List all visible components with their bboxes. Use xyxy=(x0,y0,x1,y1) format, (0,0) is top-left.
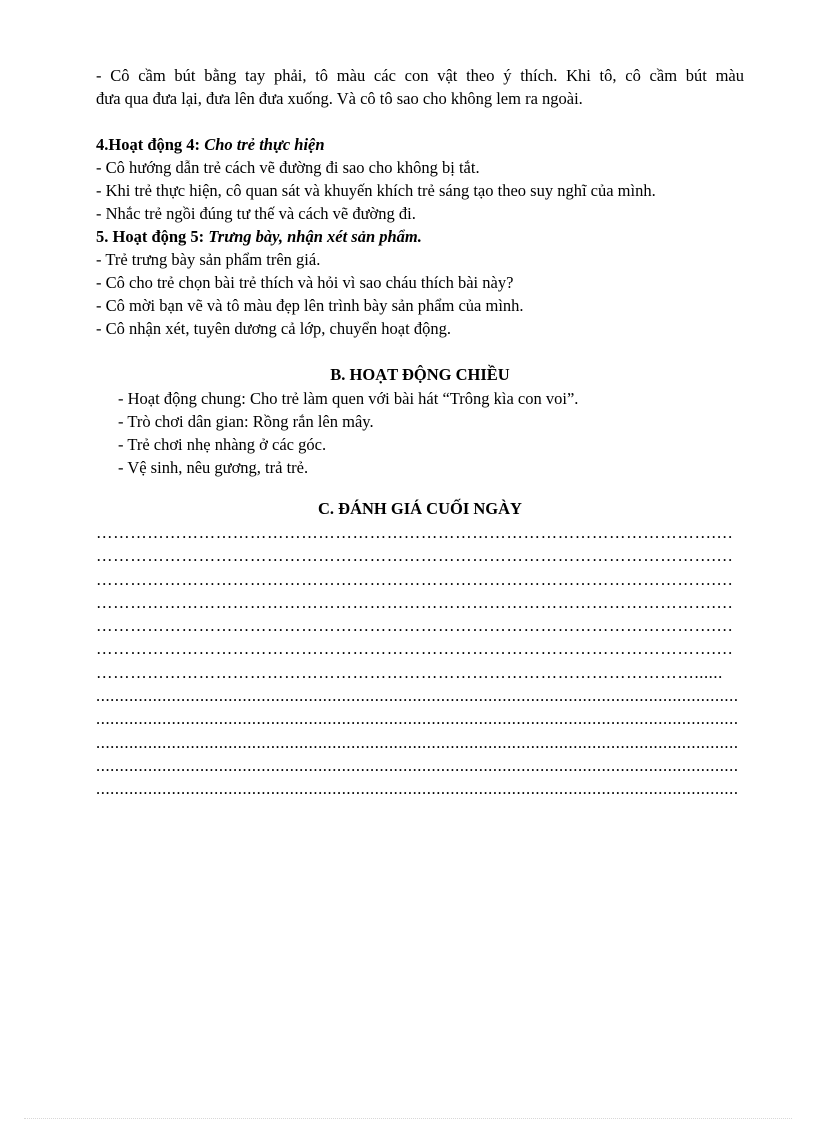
activity-4-label: 4.Hoạt động 4: xyxy=(96,135,201,154)
activity-4-item: - Cô hướng dẫn trẻ cách vẽ đường đi sao cho không bị tắt. xyxy=(96,158,480,177)
evaluation-dotted-line: ……………………………………………………………………………………………….… xyxy=(96,546,734,566)
section-c-heading: C. ĐÁNH GIÁ CUỐI NGÀY xyxy=(318,499,522,518)
section-b-item: - Vệ sinh, nêu gương, trả trẻ. xyxy=(118,458,309,477)
activity-5-heading xyxy=(96,225,744,248)
evaluation-dotted-line: ……………………………………………………………………………………………….… xyxy=(96,639,734,659)
activity-4-item: - Khi trẻ thực hiện, cô quan sát và khuyến khích trẻ sáng tạo theo suy nghĩ của mình. xyxy=(96,181,656,200)
section-b-heading: B. HOẠT ĐỘNG CHIỀU xyxy=(330,365,510,384)
evaluation-dotted-line: ……………………………………………………………………………………………….… xyxy=(96,616,734,636)
evaluation-dotted-line: ……………………………………………………………………………………………….… xyxy=(96,592,734,612)
evaluation-dotted-line: ........................................................................................................................................ xyxy=(96,732,739,752)
activity-5-item: - Cô cho trẻ chọn bài trẻ thích và hỏi vì sao cháu thích bài này? xyxy=(96,273,514,292)
intro-line-1: - Cô cầm bút bằng tay phải, tô màu các con vật theo ý thích. Khi tô, cô cầm bút màu xyxy=(96,66,744,85)
section-c xyxy=(96,497,744,801)
section-b-item: - Trẻ chơi nhẹ nhàng ở các góc. xyxy=(118,435,327,454)
evaluation-dotted-line: ……………………………………………………………………………………………...... xyxy=(96,662,723,682)
evaluation-dotted-line: ........................................................................................................................................ xyxy=(96,755,739,775)
activity-4-title: Cho trẻ thực hiện xyxy=(204,135,325,154)
intro-paragraph xyxy=(96,64,744,110)
section-b-item: - Hoạt động chung: Cho trẻ làm quen với bài hát “Trông kìa con voi”. xyxy=(118,389,579,408)
section-b-item: - Trò chơi dân gian: Rồng rắn lên mây. xyxy=(118,412,374,431)
activity-5-label: 5. Hoạt động 5: xyxy=(96,227,205,246)
activity-5-item: - Cô nhận xét, tuyên dương cả lớp, chuyển hoạt động. xyxy=(96,319,451,338)
activity-5-item: - Cô mời bạn vẽ và tô màu đẹp lên trình bày sản phẩm của mình. xyxy=(96,296,524,315)
activity-5-title: Trưng bày, nhận xét sản phẩm. xyxy=(208,227,422,246)
activity-4-heading xyxy=(96,133,744,156)
evaluation-dotted-line: ........................................................................................................................................ xyxy=(96,686,739,706)
activity-5-item: - Trẻ trưng bày sản phẩm trên giá. xyxy=(96,250,321,269)
evaluation-dotted-line: ……………………………………………………………………………………………….… xyxy=(96,523,734,542)
section-b xyxy=(96,363,744,479)
evaluation-dotted-line: ........................................................................................................................................ xyxy=(96,779,739,799)
evaluation-dotted-line: ........................................................................................................................................ xyxy=(96,709,739,729)
activity-4-section xyxy=(96,133,744,340)
intro-line-2: đưa qua đưa lại, đưa lên đưa xuống. Và cô tô sao cho không lem ra ngoài. xyxy=(96,89,583,108)
page-bottom-divider xyxy=(24,1118,792,1119)
activity-4-item: - Nhắc trẻ ngồi đúng tư thế và cách vẽ đường đi. xyxy=(96,204,416,223)
evaluation-dotted-line: ……………………………………………………………………………………………….… xyxy=(96,569,734,589)
